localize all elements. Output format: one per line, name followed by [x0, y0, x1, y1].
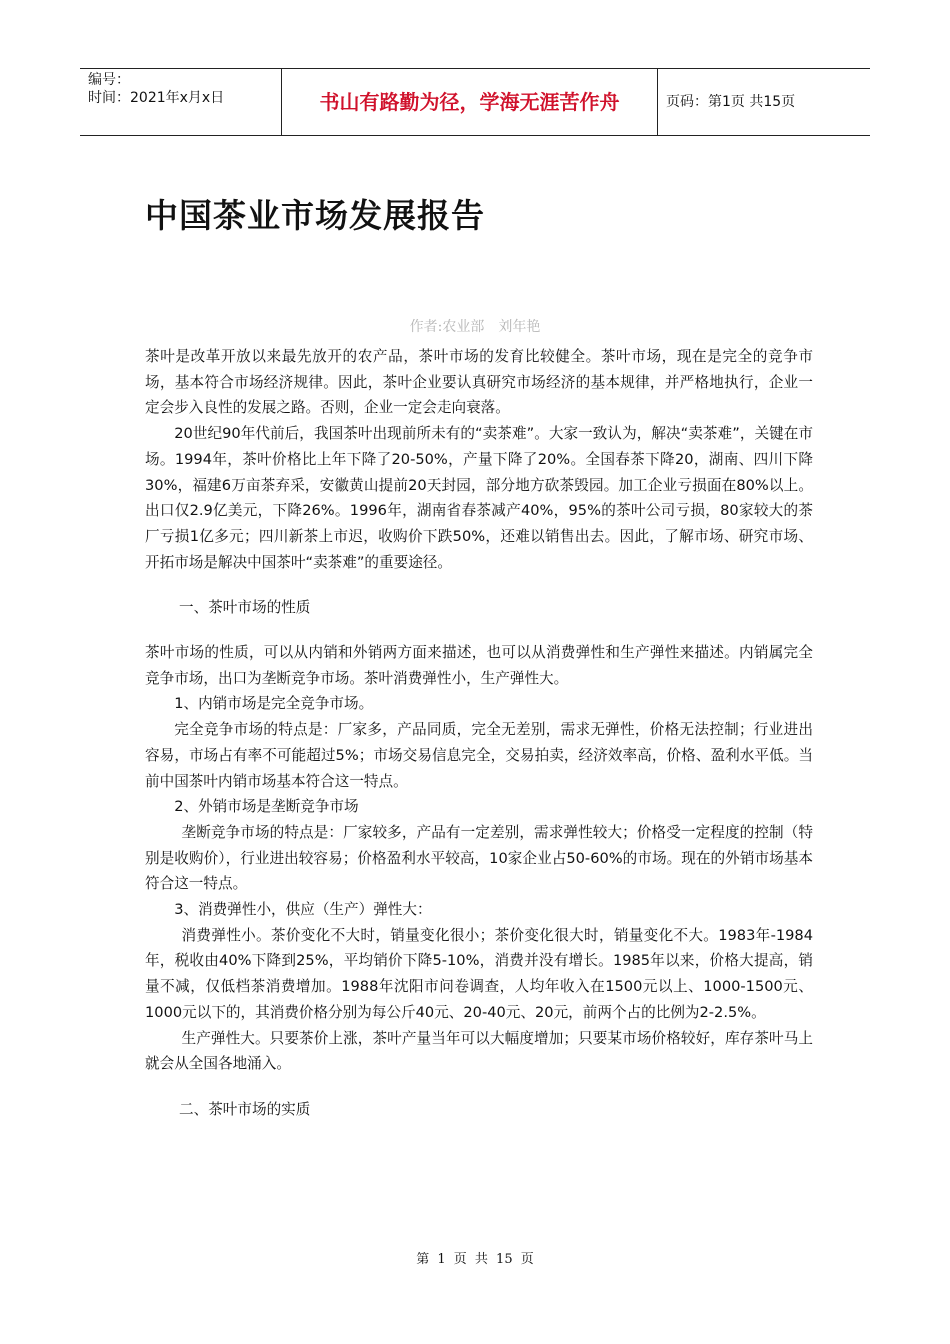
section-heading-1: 一、茶叶市场的性质: [179, 599, 311, 617]
document-author: 作者:农业部 刘年艳: [409, 319, 541, 335]
subheading-export: 2、外销市场是垄断竞争市场: [174, 798, 359, 816]
header-page-label: 页码：第1页 共15页: [666, 94, 796, 110]
page-footer: 第 1 页 共 15 页: [416, 1252, 534, 1267]
subheading-domestic: 1、内销市场是完全竞争市场。: [174, 695, 374, 713]
paragraph-market-nature: 茶叶市场的性质，可以从内销和外销两方面来描述，也可以从消费弹性和生产弹性来描述。内销属完全竞争市场，出口为垄断竞争市场。茶叶消费弹性小，生产弹性大。: [145, 644, 813, 687]
subheading-elasticity: 3、消费弹性小，供应（生产）弹性大：: [174, 901, 432, 919]
paragraph-background: 20世纪90年代前后，我国茶叶出现前所未有的“卖茶难”。大家一致认为，解决“卖茶难”，关键在市场。1994年，茶叶价格比上年下降了20-50%，产量下降了20%。全国春茶下降20，湖南、四川下降30%，福建6万亩茶弃采，安徽黄山提前20天封园，部分地方砍茶毁园。加工企业亏损面在80%以上。出口仅2.9亿美元，下降26%。1996年，湖南省春茶减产40%，95%的茶叶公司亏损，80家较大的茶厂亏损1亿多元；四川新茶上市迟，收购价下跌50%，还难以销售出去。因此，了解市场、研究市场、开拓市场是解决中国茶叶“卖茶难”的重要途径。: [145, 425, 813, 571]
paragraph-consumption: 消费弹性小。茶价变化不大时，销量变化很小；茶价变化很大时，销量变化不大。1983年-1984年，税收由40%下降到25%，平均销价下降5-10%，消费并没有增长。1985年以来，价格大提高，销量不减，仅低档茶消费增加。1988年沈阳市问卷调查，人均年收入在1500元以上、1000-1500元、1000元以下的，其消费价格分别为每公斤40元、20-40元、20元，前两个占的比例为2-2.5%。: [145, 926, 813, 1021]
section-heading-2: 二、茶叶市场的实质: [179, 1100, 311, 1118]
header-meta: [80, 69, 281, 135]
document-header: [80, 68, 870, 136]
number-label: 编号：: [88, 72, 130, 88]
document-body: [145, 344, 813, 1123]
paragraph-export: 垄断竞争市场的特点是：厂家较多，产品有一定差别，需求弹性较大；价格受一定程度的控制（特别是收购价），行业进出较容易；价格盈利水平较高，10家企业占50-60%的市场。现在的外销市场基本符合这一特点。: [145, 823, 813, 893]
header-motto: 书山有路勤为径，学海无涯苦作舟: [281, 69, 658, 135]
document-title: 中国茶业市场发展报告: [145, 196, 485, 235]
paragraph-domestic: 完全竞争市场的特点是：厂家多，产品同质，完全无差别，需求无弹性，价格无法控制；行业进出容易，市场占有率不可能超过5%；市场交易信息完全，交易拍卖，经济效率高，价格、盈利水平低。当前中国茶叶内销市场基本符合这一特点。: [145, 721, 813, 790]
paragraph-production: 生产弹性大。只要茶价上涨，茶叶产量当年可以大幅度增加；只要某市场价格较好，库存茶叶马上就会从全国各地涌入。: [145, 1029, 813, 1073]
paragraph-intro: 茶叶是改革开放以来最先放开的农产品，茶叶市场的发育比较健全。茶叶市场，现在是完全的竞争市场，基本符合市场经济规律。因此，茶叶企业要认真研究市场经济的基本规律，并严格地执行，企业一定会步入良性的发展之路。否则，企业一定会走向衰落。: [145, 348, 813, 417]
date-label: 时间：2021年x月x日: [88, 90, 225, 106]
